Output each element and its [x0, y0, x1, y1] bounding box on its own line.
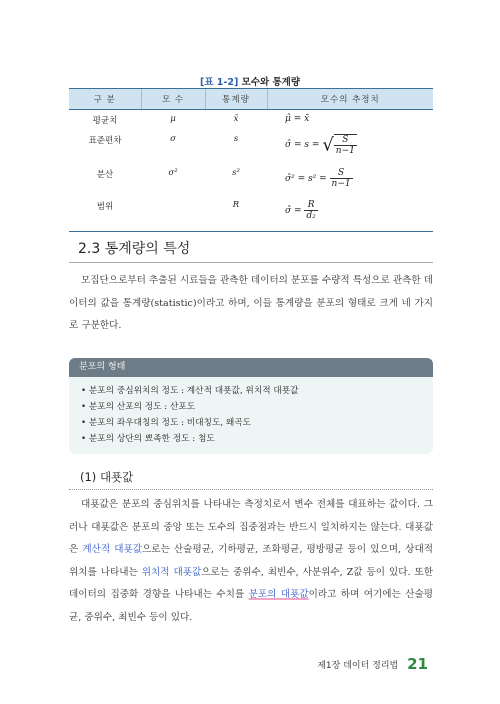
fraction-denominator: n−1 — [331, 178, 351, 189]
section-heading — [78, 238, 190, 258]
box-title: 분포의 형태 — [69, 358, 433, 377]
section-title: 통계량의 특성 — [104, 241, 191, 257]
paragraph-text: 으로는 산술평균, 기하평균, 조화평균, 평방평균 등이 있으며, 상대적 위치를 나타내는 — [69, 544, 433, 578]
list-item: • 분포의 중심위치의 정도 : 계산적 대푯값, 위치적 대푯값 — [81, 383, 433, 399]
table-caption-text: 모수와 통계량 — [241, 77, 301, 88]
estimate-mid: s² — [308, 173, 317, 184]
distribution-shape-box — [69, 358, 433, 454]
fraction-numerator: S — [330, 168, 353, 179]
row-stat: s — [233, 133, 239, 144]
table-row — [69, 130, 433, 164]
estimate-lhs: σ̂ — [285, 140, 292, 150]
page-number: 21 — [407, 655, 428, 673]
list-item: • 분포의 상단의 뾰족한 정도 : 첨도 — [81, 431, 433, 447]
row-stat: x̄ — [233, 114, 239, 124]
row-param: σ — [170, 133, 176, 144]
row-label: 평균치 — [92, 116, 118, 126]
paragraph-text: 으로는 중위수, 최빈수, 사분위수, Z값 등이 있다. 또한 데이터의 집중화 경향을 나타내는 수치를 — [69, 566, 434, 600]
keyword-computational-average: 계산적 대푯값 — [82, 544, 143, 555]
footer-chapter: 제1장 데이터 정리법 — [317, 661, 399, 671]
row-stat: s² — [232, 167, 240, 178]
subsection-divider — [69, 489, 433, 490]
table-row — [69, 164, 433, 196]
keyword-distribution-average: 분포의 대푯값 — [248, 589, 309, 600]
keyword-positional-average: 위치적 대푯값 — [141, 566, 202, 578]
section-paragraph: 모집단으로부터 추출된 시료들을 관측한 데이터의 분포를 수량적 특성으로 관측한 데이터의 값을 통계량(statistic)이라고 하며, 이들 통계량을 분포의 형태로 크게 네 가지로 구분한다. — [69, 275, 433, 331]
row-estimate: σ̂ = $\frac{R}{\text{d₂}}$ — [267, 196, 433, 232]
estimate-rhs: x̄ — [304, 114, 310, 124]
header-parameter: 모 수 — [141, 89, 205, 110]
paragraph-text: 이라고 하며 여기에는 산술평균, 중위수, 최빈수 등이 있다. — [69, 589, 434, 623]
row-estimate: μ̂ = x̄ — [285, 114, 310, 124]
fraction — [330, 168, 353, 189]
row-estimate: σ̂² = s² = $\frac{S}{n-1}$ — [285, 167, 351, 189]
header-statistic: 통계량 — [205, 89, 267, 110]
table-caption — [0, 74, 500, 88]
paragraph-text: 대푯값은 분포의 중심위치를 나타내는 측정치로서 변수 전체를 대표하는 값이다. 그러나 대푯값은 분포의 중앙 또는 도수의 집중점과는 반드시 일치하지는 않는다. 대푯값은 — [69, 499, 433, 555]
table-row — [69, 110, 433, 130]
list-item: • 분포의 산포의 정도 : 산포도 — [81, 399, 433, 415]
estimate-mid: s — [304, 140, 310, 150]
fraction-numerator: S — [334, 135, 357, 146]
fraction-numerator: R — [304, 200, 317, 211]
header-estimate: 모수의 추정치 — [267, 89, 433, 110]
row-label: 분산 — [96, 169, 114, 180]
fraction — [304, 200, 317, 221]
table-caption-tag: [표 1-2] — [199, 77, 239, 88]
subsection-paragraph — [69, 494, 433, 629]
table-header-row — [69, 89, 433, 110]
row-label: 표준편차 — [88, 135, 122, 146]
page-footer — [317, 655, 428, 673]
table-row — [69, 196, 433, 232]
fraction-denominator: d₂ — [306, 210, 316, 221]
subsection-heading: (1) 대푯값 — [80, 470, 134, 484]
row-label: 범위 — [69, 196, 141, 232]
row-param: σ² — [168, 167, 178, 178]
section-number: 2.3 — [78, 241, 101, 257]
row-param — [141, 196, 205, 232]
row-stat: R — [205, 196, 267, 232]
header-category: 구 분 — [69, 89, 141, 110]
fraction — [334, 135, 357, 156]
estimate-lhs: μ̂ — [285, 114, 291, 124]
box-list — [69, 383, 433, 447]
list-item: • 분포의 좌우대칭의 정도 : 비대칭도, 왜곡도 — [81, 415, 433, 431]
row-estimate: σ̂ = s = √ $\frac{S}{n-1}$ — [285, 134, 355, 156]
sqrt-expression: √ $\frac{S}{n-1}$ — [322, 134, 355, 156]
estimate-lhs: σ̂ — [285, 205, 292, 216]
estimate-lhs: σ̂² — [285, 173, 295, 184]
fraction-denominator: n−1 — [335, 145, 355, 156]
parameter-statistic-table — [69, 88, 433, 232]
section-divider — [69, 262, 433, 263]
row-param: μ — [170, 114, 176, 124]
